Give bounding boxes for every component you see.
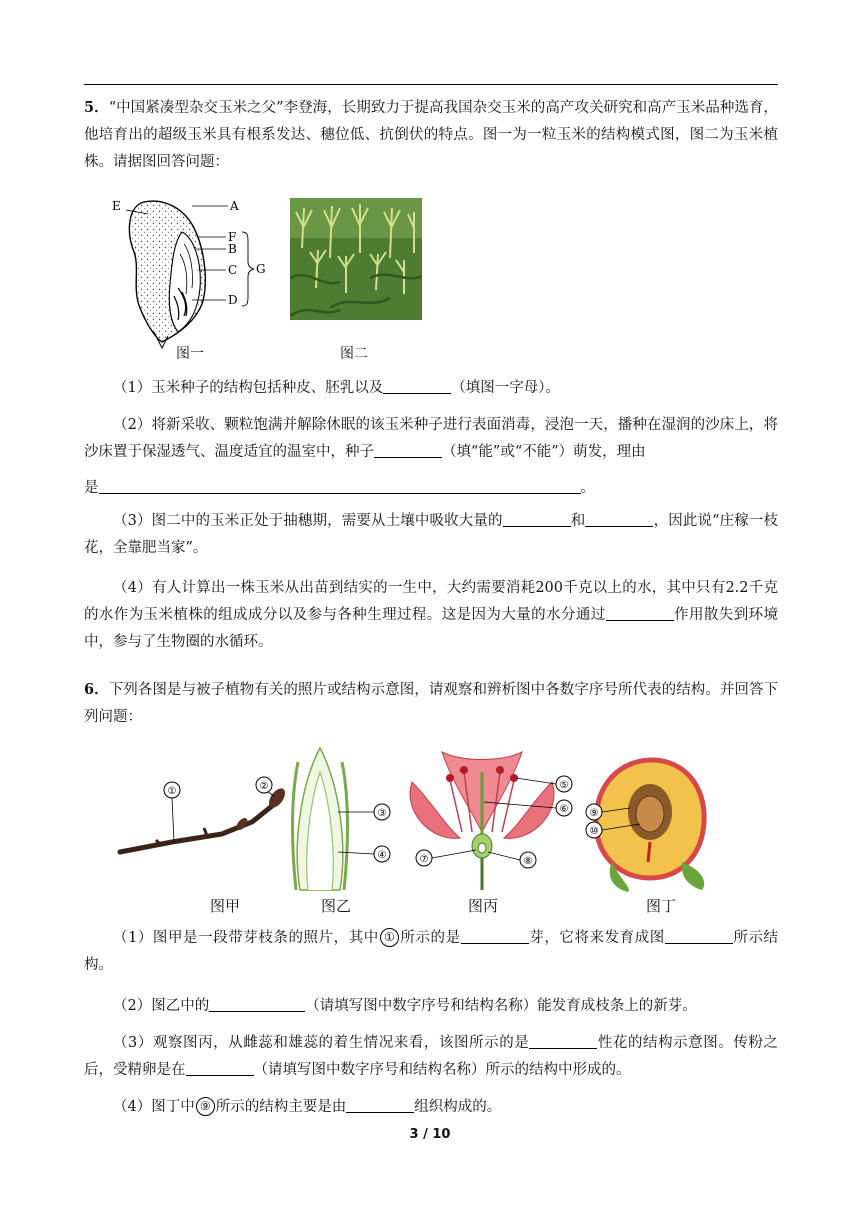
q6-sub1-mid: 所示的是 [399, 930, 461, 946]
marker-2: ② [259, 781, 269, 792]
q6-sub4-mid: 所示的结构主要是由 [215, 1099, 347, 1115]
caption-bing: 图丙 [467, 897, 498, 915]
q5-number: 5． [84, 99, 109, 116]
q6-stem-text: 下列各图是与被子植物有关的照片或结构示意图，请观察和辨析图中各数字序号所代表的结构。并回答下列问题： [84, 682, 779, 725]
flower-structure-diagram [410, 752, 572, 890]
marker-3: ③ [377, 808, 387, 819]
q6-sub1-text: （1）图甲是一段带芽枝条的照片，其中 [113, 930, 379, 946]
q5-sub2-end: 。 [580, 480, 595, 496]
q5-sub3-blank-1[interactable] [503, 512, 571, 528]
fig1-caption: 图一 [176, 346, 204, 362]
q5-sub1-blank[interactable] [383, 379, 451, 395]
q5-sub4 [84, 575, 778, 656]
q5-sub1-post: （填图一字母）。 [451, 380, 560, 396]
q5-sub2 [84, 412, 778, 466]
marker-9: ⑨ [589, 808, 599, 819]
q6-sub4-marker: ⑨ [196, 1097, 215, 1116]
q6-sub1 [84, 925, 778, 979]
label-C: C [228, 263, 238, 277]
q5-sub4-text: （4）有人计算出一株玉米从出苗到结实的一生中，大约需要消耗200千克以上的水，其中只有2.2千克的水作为玉米植株的组成成分以及参与各种生理过程。这是因为大量的水分通过 [84, 580, 778, 623]
label-B: B [228, 242, 237, 256]
marker-4: ④ [377, 850, 387, 861]
q6-number: 6． [84, 681, 109, 698]
label-E: E [112, 199, 121, 213]
q5-sub1-text: （1）玉米种子的结构包括种皮、胚乳以及 [113, 380, 384, 396]
q6-sub3 [84, 1030, 778, 1084]
q5-sub3-mid: 和 [570, 513, 586, 529]
q6-sub1-marker: ① [380, 928, 399, 947]
q6-sub3-mid: 性花的结构示意图。传粉之后，受精卵是在 [84, 1035, 778, 1078]
q5-sub2-line2 [84, 475, 778, 502]
q6-figures [112, 742, 722, 892]
marker-10: ⑩ [589, 826, 599, 837]
q5-sub3-post: ，因此说“庄稼一枝花，全靠肥当家”。 [84, 513, 778, 556]
q6-sub3-text: （3）观察图丙，从雌蕊和雄蕊的着生情况来看，该图所示的是 [113, 1035, 530, 1051]
q6-sub3-post: （请填写图中数字序号和结构名称）所示的结构中形成的。 [253, 1062, 631, 1078]
marker-5: ⑤ [559, 780, 569, 791]
page-number: 3 / 10 [409, 1127, 451, 1142]
q6-sub1-blank-2[interactable] [665, 929, 733, 945]
q5-sub4-blank[interactable] [606, 606, 674, 622]
q5-stem [84, 94, 778, 176]
q5-sub2-blank-1[interactable] [374, 443, 442, 459]
q5-sub2-text: （2）将新采收、颗粒饱满并解除休眠的该玉米种子进行表面消毒，浸泡一天，播种在湿润的沙床上，将沙床置于保湿透气、温度适宜的温室中，种子 [84, 417, 778, 460]
q6-sub2-blank[interactable] [209, 997, 305, 1013]
q6-sub1-post: 所示结构。 [84, 930, 779, 973]
label-F: F [228, 230, 237, 244]
q6-sub4-post: 组织构成的。 [414, 1099, 502, 1115]
label-D: D [228, 293, 238, 307]
q6-sub2-post: （请填写图中数字序号和结构名称）能发育成枝条上的新芽。 [305, 998, 697, 1014]
q5-sub2-blank-2[interactable] [99, 479, 581, 495]
bud-section-diagram [293, 748, 391, 890]
q5-stem-text: “中国紧凑型杂交玉米之父”李登海，长期致力于提高我国杂交玉米的高产攻关研究和高产玉米品种选育，他培育出的超级玉米具有根系发达、穗位低、抗倒伏的特点。图一为一粒玉米的结构模式图，图二为玉米植株。请据图回答问题： [84, 100, 779, 170]
corn-seed-diagram [98, 192, 288, 352]
q5-sub2-line2-pre: 是 [84, 480, 99, 496]
marker-6: ⑥ [559, 804, 569, 815]
q6-sub1-mid2: 芽，它将来发育成图 [528, 930, 665, 946]
marker-1: ① [167, 786, 177, 797]
caption-ding: 图丁 [645, 897, 676, 915]
label-A: A [230, 199, 239, 213]
q6-sub1-blank-1[interactable] [461, 929, 529, 945]
header-rule [84, 84, 778, 85]
q5-sub1 [84, 375, 778, 402]
q6-sub2 [84, 993, 778, 1020]
q6-stem [84, 676, 778, 731]
q5-sub4-post: 作用散失到环境中，参与了生物圈的水循环。 [84, 607, 779, 650]
marker-7: ⑦ [419, 854, 429, 865]
q5-sub3 [84, 508, 778, 562]
q6-sub4-blank[interactable] [346, 1098, 414, 1114]
caption-jia: 图甲 [209, 897, 240, 915]
caption-yi: 图乙 [320, 897, 351, 915]
peach-fruit-diagram [586, 760, 704, 892]
q6-sub3-blank-2[interactable] [186, 1061, 254, 1077]
q5-sub3-text: （3）图二中的玉米正处于抽穗期，需要从土壤中吸收大量的 [113, 513, 503, 529]
fig2-caption: 图二 [340, 346, 368, 362]
q6-sub4 [84, 1094, 778, 1121]
q5-sub3-blank-2[interactable] [585, 512, 653, 528]
q6-sub4-text: （4）图丁中 [113, 1099, 195, 1115]
corn-field-photo [290, 198, 422, 320]
q6-sub2-text: （2）图乙中的 [113, 998, 210, 1014]
q5-sub2-mid: （填“能”或“不能”）萌发，理由 [442, 444, 646, 460]
label-G: G [256, 262, 266, 276]
q6-sub3-blank-1[interactable] [529, 1034, 597, 1050]
marker-8: ⑧ [523, 856, 533, 867]
